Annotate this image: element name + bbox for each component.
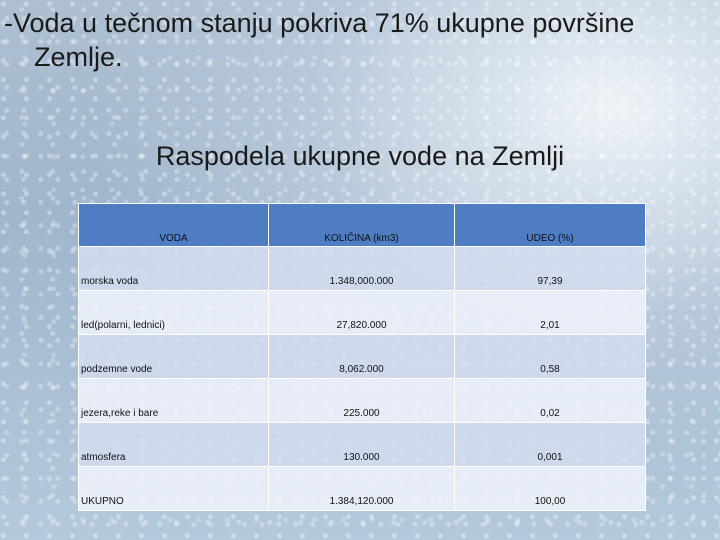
cell-water-type: UKUPNO — [79, 467, 269, 511]
cell-water-type: led(polarni, lednici) — [79, 291, 269, 335]
table-row — [79, 247, 646, 291]
cell-quantity: 225.000 — [269, 379, 455, 423]
cell-quantity: 1.348,000.000 — [269, 247, 455, 291]
table-row — [79, 423, 646, 467]
cell-water-type: podzemne vode — [79, 335, 269, 379]
cell-quantity: 27,820.000 — [269, 291, 455, 335]
cell-share: 97,39 — [455, 247, 646, 291]
cell-quantity: 1.384,120.000 — [269, 467, 455, 511]
slide-heading — [4, 6, 704, 74]
cell-water-type: atmosfera — [79, 423, 269, 467]
table-row — [79, 379, 646, 423]
cell-quantity: 8,062.000 — [269, 335, 455, 379]
header-udeo: UDEO (%) — [455, 204, 646, 247]
heading-line-1: -Voda u tečnom stanju pokriva 71% ukupne površine — [4, 8, 635, 38]
header-kolicina: KOLIČINA (km3) — [269, 204, 455, 247]
table-row — [79, 467, 646, 511]
table-row — [79, 335, 646, 379]
table-row — [79, 291, 646, 335]
cell-share: 0,001 — [455, 423, 646, 467]
cell-share: 2,01 — [455, 291, 646, 335]
cell-share: 0,02 — [455, 379, 646, 423]
cell-water-type: morska voda — [79, 247, 269, 291]
cell-quantity: 130.000 — [269, 423, 455, 467]
table-header-row — [79, 204, 646, 247]
cell-share: 0,58 — [455, 335, 646, 379]
water-distribution-table — [78, 203, 645, 507]
cell-water-type: jezera,reke i bare — [79, 379, 269, 423]
heading-line-2: Zemlje. — [34, 42, 123, 72]
table-title: Raspodela ukupne vode na Zemlji — [155, 141, 565, 171]
header-voda: VODA — [79, 204, 269, 247]
cell-share: 100,00 — [455, 467, 646, 511]
